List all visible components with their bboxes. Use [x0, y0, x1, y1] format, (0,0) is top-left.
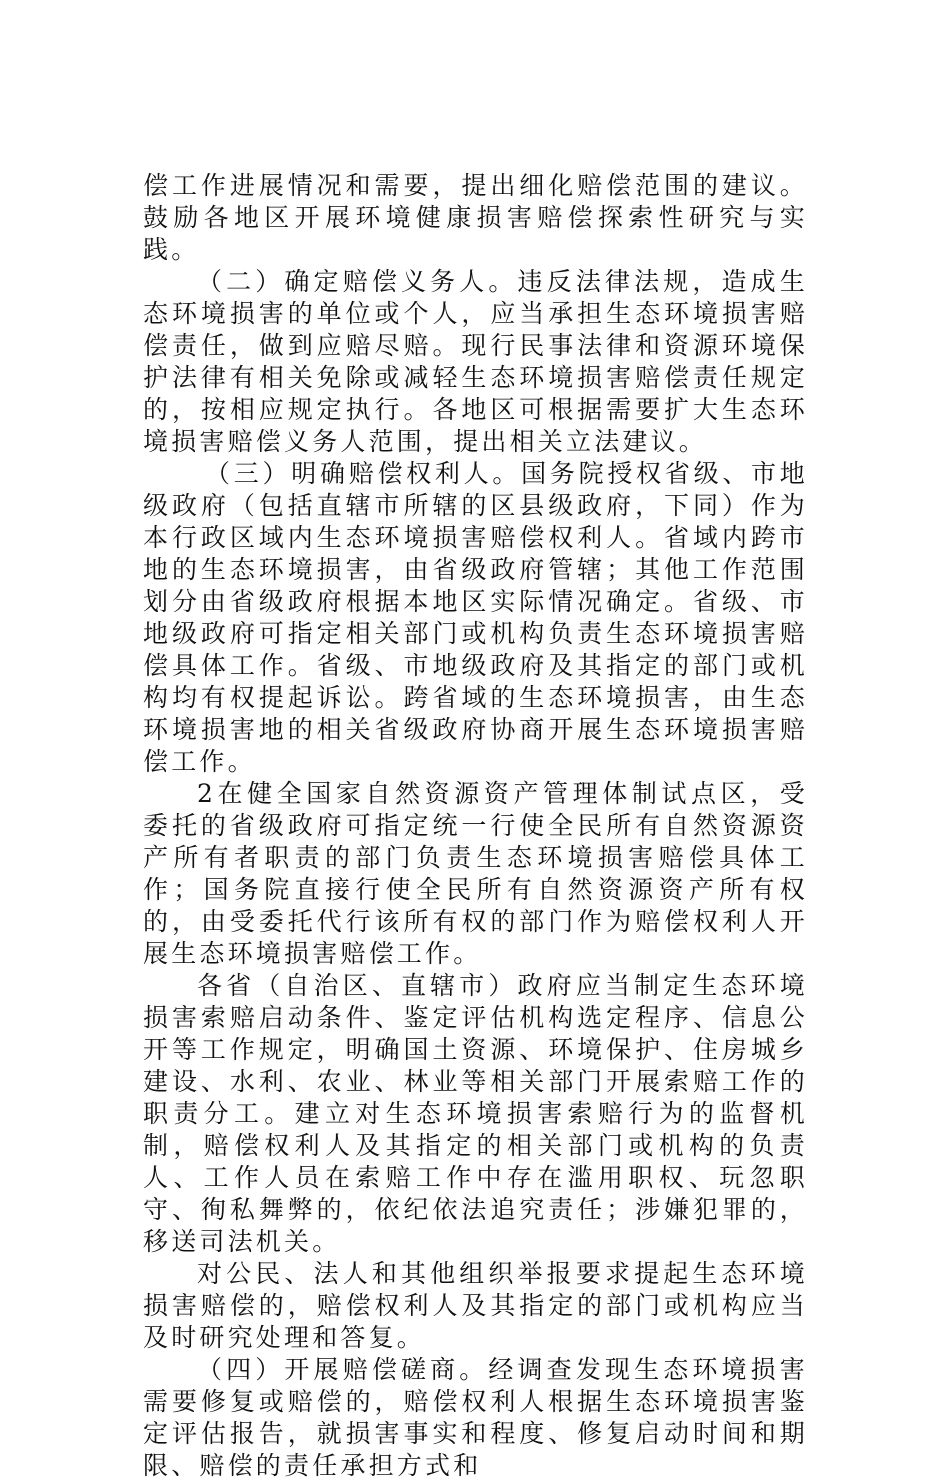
paragraph-obligor: （二）确定赔偿义务人。违反法律法规，造成生态环境损害的单位或个人，应当承担生态环境损害赔偿责任，做到应赔尽赔。现行民事法律和资源环境保护法律有相关免除或减轻生态环境损害赔偿责任规定的，按相应规定执行。各地区可根据需要扩大生态环境损害赔偿义务人范围，提出相关立法建议。 [143, 267, 808, 456]
paragraph-public-reports: 对公民、法人和其他组织举报要求提起生态环境损害赔偿的，赔偿权利人及其指定的部门或机构应当及时研究处理和答复。 [143, 1259, 808, 1352]
document-body [143, 170, 808, 1482]
paragraph-provincial-rules: 各省（自治区、直辖市）政府应当制定生态环境损害索赔启动条件、鉴定评估机构选定程序、信息公开等工作规定，明确国土资源、环境保护、住房城乡建设、水利、农业、林业等相关部门开展索赔工作的职责分工。建立对生态环境损害索赔行为的监督机制，赔偿权利人及其指定的相关部门或机构的负责人、工作人员在索赔工作中存在滥用职权、玩忽职守、徇私舞弊的，依纪依法追究责任；涉嫌犯罪的，移送司法机关。 [143, 971, 808, 1256]
paragraph-pilot-area: 2在健全国家自然资源资产管理体制试点区，受委托的省级政府可指定统一行使全民所有自然资源资产所有者职责的部门负责生态环境损害赔偿具体工作；国务院直接行使全民所有自然资源资产所有权的，由受委托代行该所有权的部门作为赔偿权利人开展生态环境损害赔偿工作。 [143, 779, 808, 968]
paragraph-rights-holder: （三）明确赔偿权利人。国务院授权省级、市地级政府（包括直辖市所辖的区县级政府，下同）作为本行政区域内生态环境损害赔偿权利人。省域内跨市地的生态环境损害，由省级政府管辖；其他工作范围划分由省级政府根据本地区实际情况确定。省级、市地级政府可指定相关部门或机构负责生态环境损害赔偿具体工作。省级、市地级政府及其指定的部门或机构均有权提起诉讼。跨省域的生态环境损害，由生态环境损害地的相关省级政府协商开展生态环境损害赔偿工作。 [143, 459, 808, 776]
paragraph-continuation: 偿工作进展情况和需要，提出细化赔偿范围的建议。鼓励各地区开展环境健康损害赔偿探索性研究与实践。 [143, 171, 808, 264]
paragraph-consultation: （四）开展赔偿磋商。经调查发现生态环境损害需要修复或赔偿的，赔偿权利人根据生态环境损害鉴定评估报告，就损害事实和程度、修复启动时间和期限、赔偿的责任承担方式和 [143, 1355, 808, 1480]
